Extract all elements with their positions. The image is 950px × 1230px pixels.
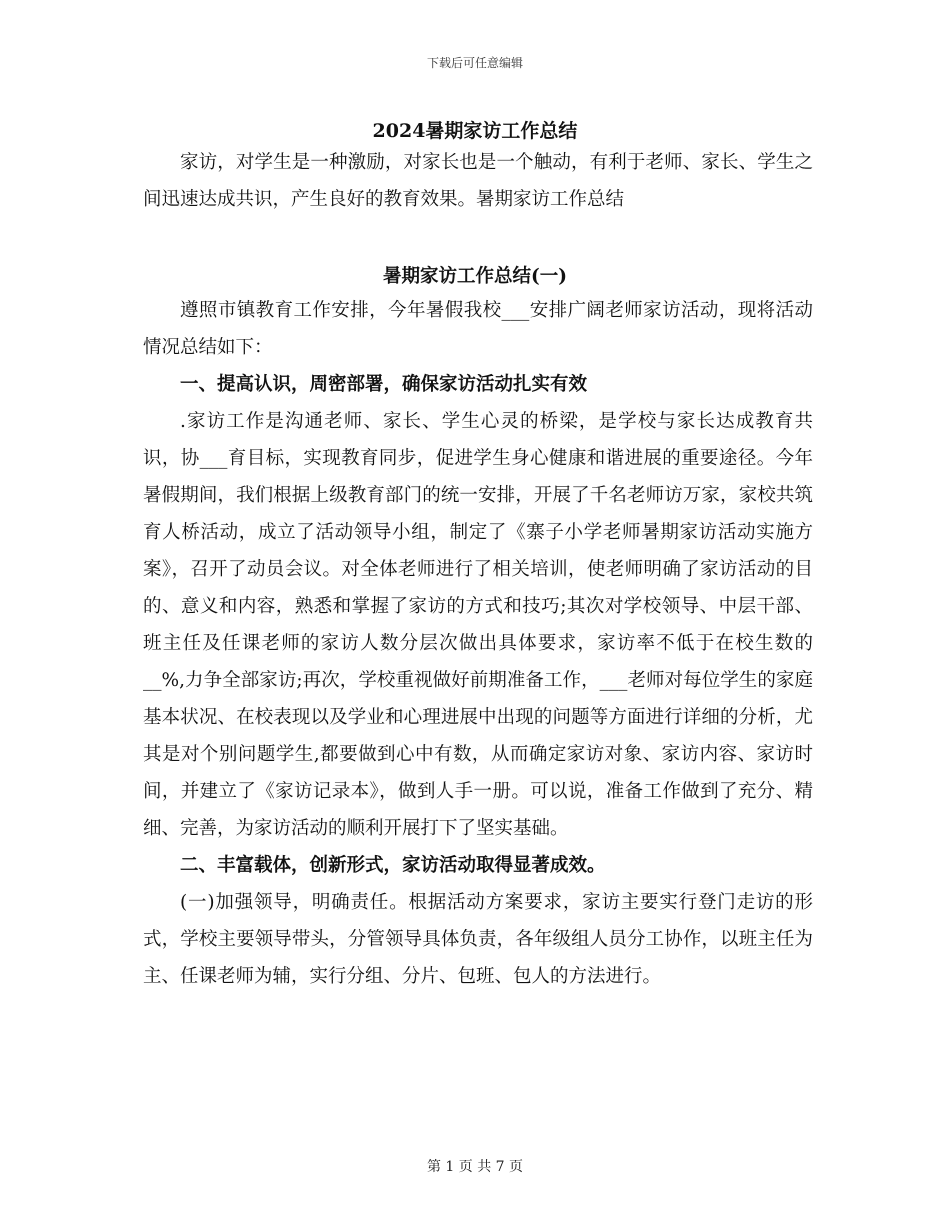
main-body [143, 292, 813, 995]
paragraph-2: .家访工作是沟通老师、家长、学生心灵的桥梁，是学校与家长达成教育共识，协___育目标，实现教育同步，促进学生身心健康和谐进展的重要途径。今年暑假期间，我们根据上级教育部门的统一安排，开展了千名老师访万家，家校共筑育人桥活动，成立了活动领导小组，制定了《寨子小学老师暑期家访活动实施方案》，召开了动员会议。对全体老师进行了相关培训，使老师明确了家访活动的目的、意义和内容，熟悉和掌握了家访的方式和技巧;其次对学校领导、中层干部、班主任及任课老师的家访人数分层次做出具体要求，家访率不低于在校生数的__%,力争全部家访;再次，学校重视做好前期准备工作，___老师对每位学生的家庭基本状况、在校表现以及学业和心理进展中出现的问题等方面进行详细的分析，尤其是对个别问题学生,都要做到心中有数，从而确定家访对象、家访内容、家访时间，并建立了《家访记录本》，做到人手一册。可以说，准备工作做到了充分、精细、完善，为家访活动的顺利开展打下了坚实基础。 [143, 411, 813, 839]
section-subtitle: 暑期家访工作总结(一) [382, 266, 567, 287]
paragraph-1: 遵照市镇教育工作安排，今年暑假我校___安排广阔老师家访活动，现将活动情况总结如下： [143, 300, 813, 358]
document-title: 2024暑期家访工作总结 [372, 120, 578, 142]
intro-block [143, 144, 813, 218]
heading-2: 二、丰富载体，创新形式，家访活动取得显著成效。 [180, 855, 606, 876]
header-note: 下载后可任意编辑 [426, 56, 523, 70]
page-footer: 第 1 页 共 7 页 [426, 1159, 524, 1175]
paragraph-3: (一)加强领导，明确责任。根据活动方案要求，家访主要实行登门走访的形式，学校主要领导带头，分管领导具体负责，各年级组人员分工协作，以班主任为主、任课老师为辅，实行分组、分片、包班、包人的方法进行。 [143, 892, 813, 987]
heading-1: 一、提高认识，周密部署，确保家访活动扎实有效 [180, 374, 588, 395]
intro-paragraph: 家访，对学生是一种激励，对家长也是一个触动，有利于老师、家长、学生之间迅速达成共识，产生良好的教育效果。暑期家访工作总结 [143, 152, 813, 210]
